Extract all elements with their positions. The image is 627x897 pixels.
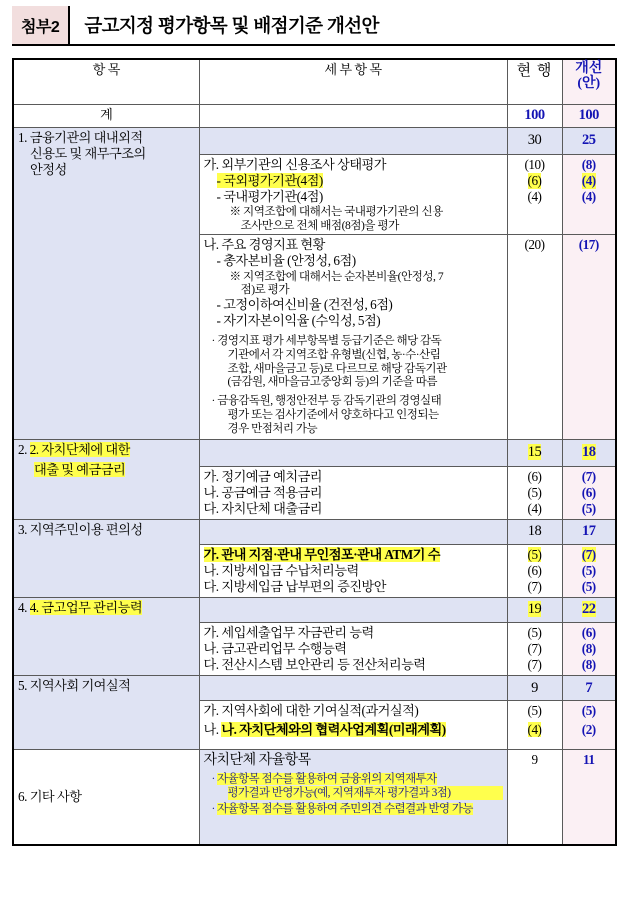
evaluation-criteria-table	[12, 58, 617, 846]
section3-current	[507, 544, 562, 597]
section6-current: 9	[507, 750, 562, 846]
section5-band-improved: 7	[562, 676, 616, 701]
section4-band-current	[507, 598, 562, 623]
column-header-improved-line2: (안)	[577, 75, 601, 91]
table-row-section5-band	[13, 676, 616, 701]
bullet-dot-icon: ·	[211, 335, 215, 348]
section1-a-sub2: - 국내평가기관(4점)	[216, 188, 323, 204]
section1-b-sub1: - 총자본비율 (안정성, 6점)	[216, 253, 356, 269]
score-current: (4)	[527, 721, 542, 737]
list-item: 가. 지역사회에 대한 기여실적(과거실적)	[203, 703, 419, 719]
section4-band-current-value: 19	[527, 601, 542, 618]
section1-b-current: (20)	[507, 235, 562, 439]
section1-a-improved-s1: (4)	[581, 172, 596, 188]
section1-a-improved-head: (8)	[581, 156, 596, 172]
section6-title: 6. 기타 사항	[13, 750, 199, 846]
total-current: 100	[507, 105, 562, 128]
section1-b-note1: ※ 지역조합에 대해서는 순자본비율(안정성, 7	[229, 269, 444, 283]
section1-a-sub1: - 국외평가기관(4점)	[216, 172, 323, 188]
bullet-dot-icon-3: ·	[211, 772, 215, 785]
page-title: 금고지정 평가항목 및 배점기준 개선안	[84, 15, 379, 36]
attachment-tag: 첨부2	[12, 6, 70, 44]
section1-b-heading: 나. 주요 경영지표 현황	[203, 237, 325, 253]
score-improved: (6)	[581, 625, 596, 641]
column-header-current: 현 행	[507, 59, 562, 105]
section1-a-current-s1: (6)	[527, 172, 542, 188]
section1-title	[13, 127, 199, 439]
section1-b-bullet1-l1: 경영지표 평가 세부항목별 등급기준은 해당 감독	[217, 335, 442, 348]
section4-band-improved	[562, 598, 616, 623]
section4-band-subitem	[199, 598, 507, 623]
list-item: 다. 자치단체 대출금리	[203, 500, 323, 516]
section4-current	[507, 623, 562, 676]
section2-band-improved-value: 18	[582, 443, 596, 460]
list-item: 나. 자치단체와의 협력사업계획(미래계획)	[221, 721, 446, 737]
section4-title-text: 4. 금고업무 관리능력	[29, 600, 143, 616]
section1-detail-a-subitem	[199, 154, 507, 235]
bullet-dot-icon-4: ·	[211, 803, 215, 816]
section5-band-subitem	[199, 676, 507, 701]
section5-improved	[562, 701, 616, 750]
column-header-item: 항 목	[13, 59, 199, 105]
section1-a-note1: ※ 지역조합에 대해서는 국내평가기관의 신용	[229, 204, 443, 218]
section6-bullet2-l1: 자율항목 점수를 활용하여 주민의견 수렴결과 반영 가능	[217, 803, 473, 816]
score-improved: (5)	[581, 500, 596, 516]
section1-b-bullet1-l3: 조합, 새마을금고 등)로 다르므로 해당 감독기관	[227, 362, 447, 375]
section1-b-bullet1-l2: 기관에서 각 지역조합 유형별(신협, 농·수·산림	[227, 348, 441, 361]
table-row-section6	[13, 750, 616, 846]
section1-b-bullet2	[212, 395, 503, 436]
section4-band-improved-value: 22	[582, 601, 596, 618]
score-current: (5)	[527, 703, 542, 719]
document-page	[0, 6, 627, 897]
section6-bullet1-l2: 평가결과 반영가능(예, 지역재투자 평가결과 3점)	[228, 786, 503, 800]
score-improved: (8)	[581, 657, 596, 673]
total-improved: 100	[562, 105, 616, 128]
section2-title-text: 2. 자치단체에 대한	[29, 441, 130, 457]
table-row-section2-band	[13, 439, 616, 466]
score-current: (5)	[527, 546, 542, 562]
section2-band-subitem	[199, 439, 507, 466]
section3-band-improved: 17	[562, 519, 616, 544]
score-improved: (7)	[581, 546, 596, 562]
list-item: 가. 관내 지점·관내 무인점포·관내 ATM기 수	[203, 546, 440, 562]
section2-band-current-value: 15	[527, 443, 542, 460]
section4-subitems	[199, 623, 507, 676]
list-item: 나. 공금예금 적용금리	[203, 484, 323, 500]
section1-a-current-s2: (4)	[527, 188, 542, 204]
table-row-section4-band	[13, 598, 616, 623]
section5-title: 5. 지역사회 기여실적	[13, 676, 199, 750]
section1-b-bullet1-l4: (금감원, 새마을금고중앙회 등)의 기준을 따름	[227, 376, 437, 389]
list-item: 가. 정기예금 예치금리	[203, 468, 323, 484]
section3-band-subitem	[199, 519, 507, 544]
column-header-subitem: 세 부 항 목	[199, 59, 507, 105]
section4-improved	[562, 623, 616, 676]
score-improved: (5)	[581, 579, 596, 595]
score-improved: (8)	[581, 641, 596, 657]
section2-title	[13, 439, 199, 519]
section2-title-line2: 대출 및 예금금리	[34, 461, 126, 477]
section1-title-line2: 신용도 및 재무구조의	[30, 145, 146, 161]
section1-a-current	[507, 154, 562, 235]
score-improved: (7)	[581, 468, 596, 484]
score-current: (6)	[527, 562, 542, 578]
section2-title-line1: 2. 2. 자치단체에 대한	[18, 441, 130, 457]
section3-improved	[562, 544, 616, 597]
section1-b-note1b: 점)로 평가	[240, 283, 290, 297]
section1-title-line1: 1. 금융기관의 대내외적	[18, 129, 143, 145]
score-current: (5)	[527, 484, 542, 500]
section1-a-improved	[562, 154, 616, 235]
score-improved: (6)	[581, 484, 596, 500]
section2-improved	[562, 466, 616, 519]
table-header-row	[13, 59, 616, 105]
section1-b-sub3: - 자기자본이익율 (수익성, 5점)	[216, 312, 381, 328]
score-current: (6)	[527, 468, 542, 484]
section6-improved: 11	[562, 750, 616, 846]
list-item: 가. 세입세출업무 자금관리 능력	[203, 625, 374, 641]
bullet-dot-icon-2: ·	[211, 395, 215, 408]
section5-current	[507, 701, 562, 750]
score-current: (7)	[527, 657, 542, 673]
section6-autonomy-heading: 자치단체 자율항목	[203, 753, 311, 769]
section6-subitems	[199, 750, 507, 846]
score-current: (7)	[527, 641, 542, 657]
section1-title-line3: 안정성	[30, 161, 67, 177]
list-item: 나. 금고관리업무 수행능력	[203, 641, 347, 657]
score-current: (5)	[527, 625, 542, 641]
section4-title: 4. 4. 금고업무 관리능력	[13, 598, 199, 676]
score-improved: (2)	[581, 721, 596, 737]
section1-a-improved-s2: (4)	[581, 188, 596, 204]
section2-band-improved	[562, 439, 616, 466]
section3-subitems	[199, 544, 507, 597]
section3-band-current: 18	[507, 519, 562, 544]
section2-current	[507, 466, 562, 519]
score-improved: (5)	[581, 703, 596, 719]
score-current: (4)	[527, 500, 542, 516]
table-row-total	[13, 105, 616, 128]
total-label: 계	[13, 105, 199, 128]
section1-detail-b-subitem	[199, 235, 507, 439]
section1-a-current-head: (10)	[524, 156, 545, 172]
section5-subitems: 가. 지역사회에 대한 기여실적(과거실적) 나. 나. 자치단체와의 협력사업계획(미래계획)	[199, 701, 507, 750]
section1-b-sub2: - 고정이하여신비율 (건전성, 6점)	[216, 296, 393, 312]
section6-bullet2	[212, 802, 503, 816]
table-row-section3-band	[13, 519, 616, 544]
section3-title: 3. 지역주민이용 편의성	[13, 519, 199, 597]
column-header-improved-line1: 개선	[575, 61, 603, 76]
section1-band-improved: 25	[562, 127, 616, 154]
section1-a-note1b: 조사만으로 전체 배점(8점)을 평가	[240, 218, 399, 232]
section2-band-current	[507, 439, 562, 466]
total-subitem-empty	[199, 105, 507, 128]
section5-band-current: 9	[507, 676, 562, 701]
table-row-section1-band	[13, 127, 616, 154]
section1-a-heading: 가. 외부기관의 신용조사 상태평가	[203, 156, 387, 172]
section1-b-bullet2-l2: 평가 또는 검사기준에서 양호하다고 인정되는	[227, 409, 439, 422]
section1-band-current: 30	[507, 127, 562, 154]
list-item: 다. 지방세입금 납부편의 증진방안	[203, 579, 387, 595]
section1-band-subitem	[199, 127, 507, 154]
document-titlebar	[12, 6, 615, 46]
section1-b-bullet2-l1: 금융감독원, 행정안전부 등 감독기관의 경영실태	[217, 395, 442, 408]
section2-subitems	[199, 466, 507, 519]
section6-bullet1	[212, 772, 503, 801]
section1-b-bullet1	[212, 335, 503, 390]
section1-b-improved: (17)	[562, 235, 616, 439]
score-current: (7)	[527, 579, 542, 595]
section6-bullet1-l1: 자율항목 점수를 활용하여 금융위의 지역재투자	[217, 772, 437, 785]
column-header-improved	[562, 59, 616, 105]
list-item: 나. 지방세입금 수납처리능력	[203, 562, 359, 578]
section1-b-bullet2-l3: 경우 만점처리 가능	[227, 422, 318, 435]
score-improved: (5)	[581, 562, 596, 578]
list-item: 다. 전산시스템 보안관리 등 전산처리능력	[203, 657, 426, 673]
